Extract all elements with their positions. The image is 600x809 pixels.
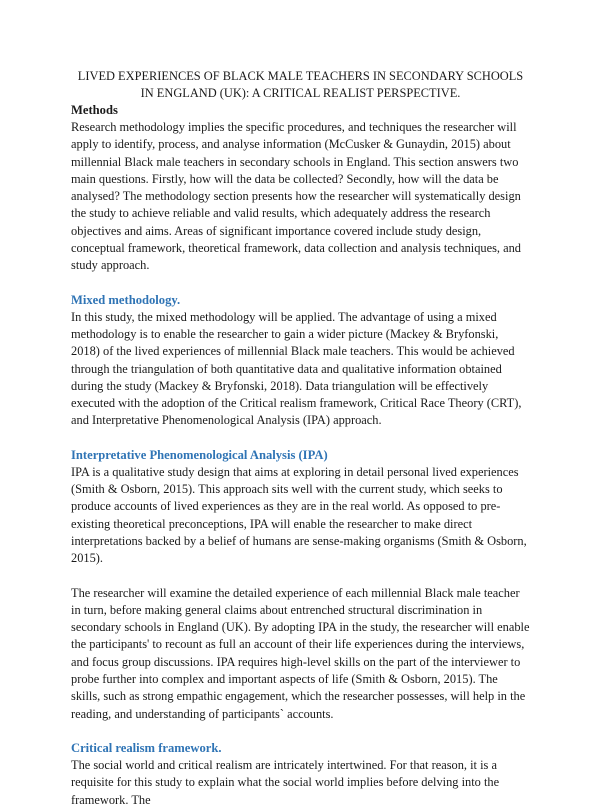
methods-paragraph: Research methodology implies the specific procedures, and techniques the researcher will apply to identify, process, and analyse information (McCusker & Gunaydin, 2015) about millennial Black male teachers in secondary schools in England. This section answers two main questions. Firstly, how will the data be collected? Secondly, how will the data be analysed? The methodology section presents how the researcher will systematically design the study to achieve reliable and valid results, which adequately address the research objectives and aims. Areas of significant importance covered include study design, conceptual framework, theoretical framework, data collection and analysis techniques, and study approach. xyxy=(71,120,522,273)
mixed-methodology-heading: Mixed methodology. xyxy=(71,292,181,307)
document-title: LIVED EXPERIENCES OF BLACK MALE TEACHERS IN SECONDARY SCHOOLS IN ENGLAND (UK): A CRITICAL REALIST PERSPECTIVE. xyxy=(77,69,524,100)
ipa-paragraph-2: The researcher will examine the detailed experience of each millennial Black male teacher in turn, before making general claims about entrenched structural discrimination in secondary schools in England (UK). By adopting IPA in the study, the researcher will enable the participants' to recount as full an account of their life experiences during the interviews, and focus group discussions. IPA requires high-level skills on the part of the interviewer to probe further into complex and important aspects of life (Smith & Osborn, 2015). The skills, such as strong empathic engagement, which the researcher possesses, will help in the reading, and understanding of participants` accounts. xyxy=(71,585,530,721)
section-spacer xyxy=(71,568,530,585)
critical-realism-paragraph: The social world and critical realism are intricately intertwined. For that reason, it is a requisite for this study to explain what the social world implies before delving into the framework. The xyxy=(71,757,500,807)
section-spacer xyxy=(71,430,530,447)
methods-heading: Methods xyxy=(71,103,118,117)
critical-realism-heading: Critical realism framework. xyxy=(71,740,222,755)
ipa-paragraph-1: IPA is a qualitative study design that aims at exploring in detail personal lived experiences (Smith & Osborn, 2015). This approach sits well with the current study, which seeks to produce accounts of lived experiences as they are in the real world. As opposed to pre-existing theoretical preconceptions, IPA will enable the researcher to make direct interpretations backed by a belief of humans are sense-making organisms (Smith & Osborn, 2015). xyxy=(71,464,527,566)
section-spacer xyxy=(71,275,530,292)
mixed-methodology-paragraph: In this study, the mixed methodology will be applied. The advantage of using a mixed methodology is to enable the researcher to gain a wider picture (Mackey & Bryfonski, 2018) of the lived experiences of millennial Black male teachers. This would be achieved through the triangulation of both quantitative data and qualitative information obtained during the study (Mackey & Bryfonski, 2018). Data triangulation will be effectively executed with the adoption of the Critical realism framework, Critical Race Theory (CRT), and Interpretative Phenomenological Analysis (IPA) approach. xyxy=(71,309,522,428)
section-spacer xyxy=(71,723,530,740)
ipa-heading: Interpretative Phenomenological Analysis (IPA) xyxy=(71,447,328,462)
